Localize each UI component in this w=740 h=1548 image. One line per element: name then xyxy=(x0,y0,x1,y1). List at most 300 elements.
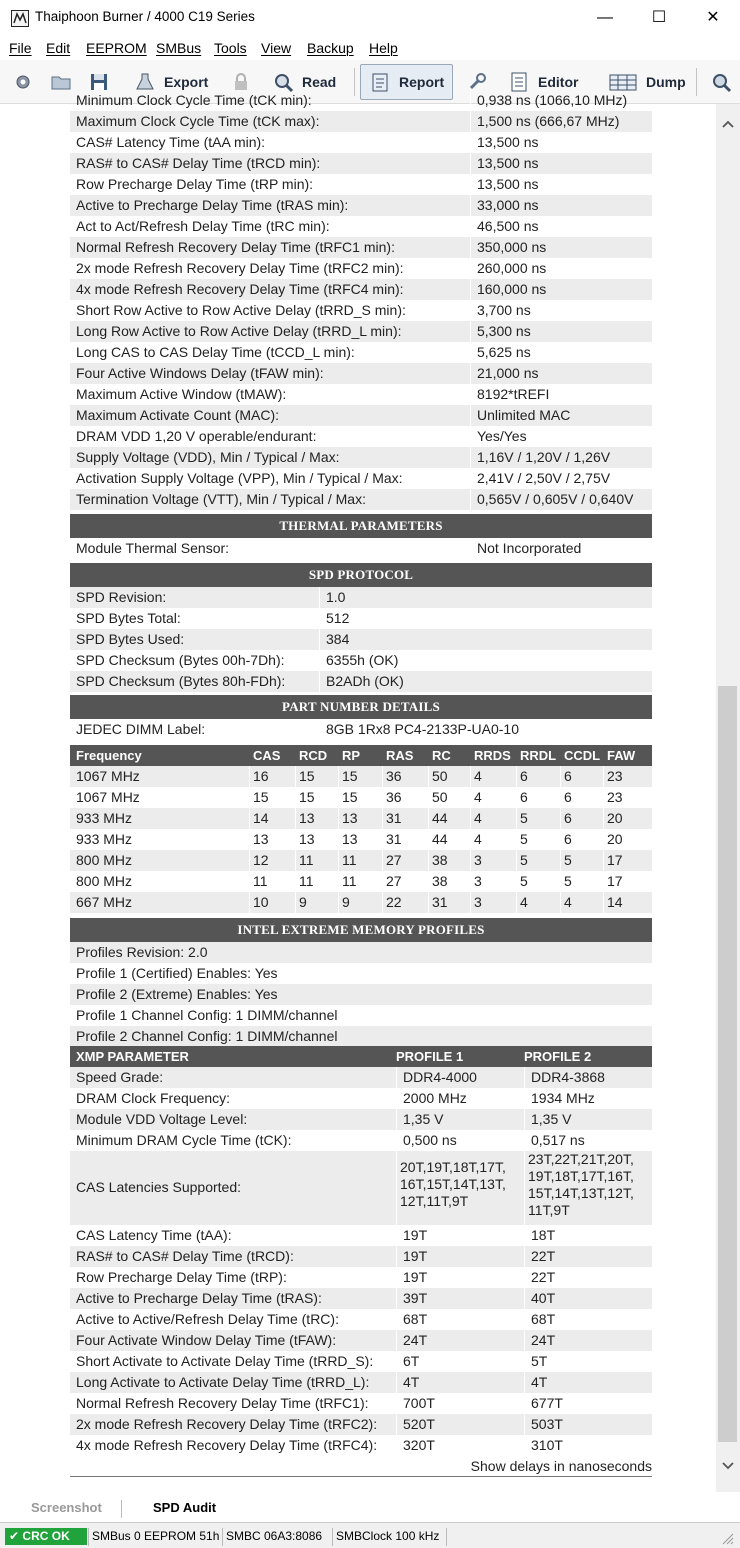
cell-divider xyxy=(560,808,561,829)
parameter-label: Speed Grade: xyxy=(76,1069,164,1085)
column-header: XMP PARAMETER xyxy=(76,1049,189,1064)
parameter-label: CAS# Latency Time (tAA min): xyxy=(76,134,266,150)
parameter-label: Long CAS to CAS Delay Time (tCCD_L min): xyxy=(76,344,355,360)
xmp-info-text: Profile 1 Channel Config: 1 DIMM/channel xyxy=(76,1007,338,1023)
parameter-value: 46,500 ns xyxy=(477,218,539,234)
status-bar xyxy=(0,1522,740,1548)
parameter-label: Maximum Active Window (tMAW): xyxy=(76,386,287,402)
frequency-row xyxy=(70,766,652,787)
timing-value: 6 xyxy=(520,789,528,805)
cell-divider xyxy=(338,808,339,829)
parameter-label: SPD Checksum (Bytes 80h-FDh): xyxy=(76,673,286,689)
table-row xyxy=(70,587,652,608)
section-header: INTEL EXTREME MEMORY PROFILES xyxy=(70,918,652,942)
timing-row xyxy=(70,174,652,195)
report-view xyxy=(0,92,716,1492)
timing-value: 11 xyxy=(299,873,314,889)
profile2-cas-line: 15T,14T,13T,12T, xyxy=(528,1185,634,1201)
cell-divider xyxy=(524,1288,525,1309)
xmp-row xyxy=(70,1288,652,1309)
bottom-tab-bar xyxy=(0,1497,740,1522)
profile2-value: 22T xyxy=(531,1269,556,1285)
timing-row xyxy=(70,195,652,216)
cell-divider xyxy=(470,871,471,892)
parameter-value: 5,625 ns xyxy=(477,344,531,360)
column-header: RP xyxy=(342,748,361,763)
cell-divider xyxy=(295,787,296,808)
timings-table xyxy=(70,90,652,510)
cell-divider xyxy=(382,829,383,850)
parameter-label: RAS# to CAS# Delay Time (tRCD min): xyxy=(76,155,321,171)
search-button[interactable] xyxy=(702,64,740,100)
timing-row xyxy=(70,321,652,342)
timing-value: 20 xyxy=(607,831,623,847)
profile2-value: 0,517 ns xyxy=(531,1132,585,1148)
timing-row xyxy=(70,363,652,384)
timing-row xyxy=(70,279,652,300)
timing-row xyxy=(70,342,652,363)
parameter-value: 512 xyxy=(326,610,350,626)
cell-divider xyxy=(470,153,471,174)
timing-value: 22 xyxy=(386,894,402,910)
tab-screenshot[interactable]: Screenshot xyxy=(31,1500,102,1515)
cell-divider xyxy=(470,426,471,447)
cell-divider xyxy=(470,787,471,808)
xmp-footer xyxy=(70,1456,652,1477)
profile1-value: 2000 MHz xyxy=(403,1090,467,1106)
profile1-value: 19T xyxy=(403,1248,428,1264)
menu-eeprom[interactable]: EEPROM xyxy=(86,40,147,56)
cell-divider xyxy=(470,405,471,426)
cell-divider xyxy=(470,766,471,787)
timing-value: 4 xyxy=(474,789,482,805)
editor-label: Editor xyxy=(538,74,579,90)
parameter-label: RAS# to CAS# Delay Time (tRCD): xyxy=(76,1248,294,1264)
menu-help[interactable]: Help xyxy=(369,40,398,56)
frequency-row xyxy=(70,850,652,871)
column-header: FAW xyxy=(607,748,636,763)
profile1-value: 520T xyxy=(403,1416,435,1432)
cell-divider xyxy=(396,1067,397,1088)
parameter-value: 2,41V / 2,50V / 2,75V xyxy=(477,470,611,486)
frequency-value: 800 MHz xyxy=(76,852,133,868)
xmp-row xyxy=(70,1067,652,1088)
cell-divider xyxy=(560,787,561,808)
xmp-info-text: Profiles Revision: 2.0 xyxy=(76,944,208,960)
parameter-value: 160,000 ns xyxy=(477,281,547,297)
cell-divider xyxy=(560,850,561,871)
parameter-value: 6355h (OK) xyxy=(326,652,399,668)
cell-divider xyxy=(470,237,471,258)
cell-divider xyxy=(524,1067,525,1088)
parameter-value: 350,000 ns xyxy=(477,239,547,255)
parameter-label: SPD Bytes Total: xyxy=(76,610,181,626)
xmp-row xyxy=(70,1088,652,1109)
cell-divider xyxy=(428,766,429,787)
timing-value: 44 xyxy=(432,810,448,826)
parameter-label: Long Activate to Activate Delay Time (tRRD_L): xyxy=(76,1374,370,1390)
frequency-row xyxy=(70,787,652,808)
timing-value: 12 xyxy=(253,852,269,868)
close-button[interactable]: ✕ xyxy=(706,9,720,26)
xmp-info-row xyxy=(70,1005,652,1026)
frequency-row xyxy=(70,871,652,892)
parameter-label: Minimum Clock Cycle Time (tCK min): xyxy=(76,92,312,108)
cell-divider xyxy=(396,1435,397,1456)
tab-spd-audit[interactable]: SPD Audit xyxy=(153,1500,217,1515)
parameter-label: 2x mode Refresh Recovery Delay Time (tRFC2 min): xyxy=(76,260,404,276)
profile1-value: 19T xyxy=(403,1227,428,1243)
cell-divider xyxy=(470,468,471,489)
timing-value: 16 xyxy=(253,768,269,784)
timing-value: 5 xyxy=(520,873,528,889)
cell-divider xyxy=(396,1246,397,1267)
parameter-label: Normal Refresh Recovery Delay Time (tRFC1): xyxy=(76,1395,369,1411)
parameter-label: Four Active Windows Delay (tFAW min): xyxy=(76,365,324,381)
xmp-info-row xyxy=(70,963,652,984)
timing-value: 4 xyxy=(474,810,482,826)
cell-divider xyxy=(396,1225,397,1246)
timing-value: 3 xyxy=(474,894,482,910)
parameter-label: Maximum Activate Count (MAC): xyxy=(76,407,280,423)
parameter-label: CAS Latencies Supported: xyxy=(76,1179,241,1195)
cell-divider xyxy=(470,489,471,510)
cell-divider xyxy=(603,892,604,913)
cell-divider xyxy=(470,174,471,195)
cell-divider xyxy=(382,787,383,808)
frequency-table-header xyxy=(70,745,652,766)
timing-value: 38 xyxy=(432,873,448,889)
cell-divider xyxy=(382,808,383,829)
table-row xyxy=(70,538,652,559)
timing-value: 27 xyxy=(386,873,402,889)
cell-divider xyxy=(319,719,320,740)
parameter-value: 0,938 ns (1066,10 MHz) xyxy=(477,92,628,108)
parameter-label: SPD Bytes Used: xyxy=(76,631,185,647)
timing-value: 14 xyxy=(607,894,623,910)
timing-row xyxy=(70,258,652,279)
smbc-status: SMBC 06A3:8086 xyxy=(222,1528,325,1546)
search-icon xyxy=(710,71,732,93)
cell-divider xyxy=(249,808,250,829)
timing-value: 13 xyxy=(253,831,269,847)
profile2-value: 503T xyxy=(531,1416,563,1432)
parameter-label: Minimum DRAM Cycle Time (tCK): xyxy=(76,1132,292,1148)
timing-value: 20 xyxy=(607,810,623,826)
profile1-value: DDR4-4000 xyxy=(403,1069,477,1085)
timing-value: 9 xyxy=(299,894,307,910)
cell-divider xyxy=(338,829,339,850)
parameter-label: Long Row Active to Row Active Delay (tRRD_L min): xyxy=(76,323,402,339)
profile1-value: 19T xyxy=(403,1269,428,1285)
profile2-cas-line: 11T,9T xyxy=(528,1202,570,1218)
parameter-label: Short Row Active to Row Active Delay (tRRD_S min): xyxy=(76,302,406,318)
timing-value: 6 xyxy=(564,831,572,847)
parameter-value: 1,500 ns (666,67 MHz) xyxy=(477,113,620,129)
cell-divider xyxy=(295,850,296,871)
parameter-value: 0,565V / 0,605V / 0,640V xyxy=(477,491,634,507)
title-bar xyxy=(0,0,740,36)
frequency-value: 800 MHz xyxy=(76,873,133,889)
crc-status-label: CRC OK xyxy=(22,1529,70,1543)
cell-divider xyxy=(396,1151,397,1225)
column-header: PROFILE 1 xyxy=(396,1049,464,1064)
cell-divider xyxy=(560,871,561,892)
profile1-value: 320T xyxy=(403,1437,435,1453)
cell-divider xyxy=(470,808,471,829)
cell-divider xyxy=(396,1330,397,1351)
cell-divider xyxy=(338,850,339,871)
parameter-label: Short Activate to Activate Delay Time (tRRD_S): xyxy=(76,1353,374,1369)
timing-row xyxy=(70,405,652,426)
parameter-value: 13,500 ns xyxy=(477,155,539,171)
cell-divider xyxy=(428,871,429,892)
timing-value: 5 xyxy=(564,852,572,868)
column-header: PROFILE 2 xyxy=(524,1049,592,1064)
timing-value: 4 xyxy=(564,894,572,910)
cell-divider xyxy=(516,871,517,892)
timing-value: 15 xyxy=(253,789,269,805)
cell-divider xyxy=(382,892,383,913)
resize-grip-icon[interactable] xyxy=(720,1531,734,1548)
cell-divider xyxy=(396,1288,397,1309)
cell-divider xyxy=(396,1372,397,1393)
column-header: CAS xyxy=(253,748,281,763)
settings-button[interactable] xyxy=(4,64,42,100)
xmp-info-text: Profile 2 (Extreme) Enables: Yes xyxy=(76,986,278,1002)
cell-divider xyxy=(516,787,517,808)
timing-value: 11 xyxy=(342,873,357,889)
timing-row xyxy=(70,489,652,510)
timing-value: 17 xyxy=(607,873,623,889)
window-title: Thaiphoon Burner / 4000 C19 Series xyxy=(35,9,255,24)
minimize-button[interactable]: — xyxy=(597,9,613,26)
cell-divider xyxy=(249,850,250,871)
menu-backup[interactable]: Backup xyxy=(307,40,354,56)
parameter-value: 8GB 1Rx8 PC4-2133P-UA0-10 xyxy=(326,721,519,737)
app-logo-icon xyxy=(11,10,29,27)
timing-value: 3 xyxy=(474,852,482,868)
cell-divider xyxy=(524,1393,525,1414)
frequency-row xyxy=(70,808,652,829)
cell-divider xyxy=(249,892,250,913)
maximize-button[interactable]: ☐ xyxy=(651,9,667,26)
column-header: RC xyxy=(432,748,451,763)
cell-divider xyxy=(249,787,250,808)
profile2-value: 1934 MHz xyxy=(531,1090,595,1106)
xmp-info-text: Profile 1 (Certified) Enables: Yes xyxy=(76,965,278,981)
xmp-row xyxy=(70,1130,652,1151)
parameter-label: 2x mode Refresh Recovery Delay Time (tRFC2): xyxy=(76,1416,378,1432)
cell-divider xyxy=(603,787,604,808)
timing-row xyxy=(70,216,652,237)
timing-value: 36 xyxy=(386,768,402,784)
cell-divider xyxy=(470,258,471,279)
timing-value: 31 xyxy=(386,831,402,847)
timing-value: 15 xyxy=(342,768,358,784)
parameter-value: Not Incorporated xyxy=(477,540,582,556)
profile1-cas-line: 12T,11T,9T xyxy=(400,1193,469,1209)
section-header: THERMAL PARAMETERS xyxy=(70,514,652,538)
timing-value: 3 xyxy=(474,873,482,889)
cell-divider xyxy=(428,829,429,850)
cell-divider xyxy=(249,829,250,850)
timing-value: 38 xyxy=(432,852,448,868)
parameter-label: Act to Act/Refresh Delay Time (tRC min): xyxy=(76,218,330,234)
timing-value: 50 xyxy=(432,789,448,805)
parameter-label: CAS Latency Time (tAA): xyxy=(76,1227,232,1243)
cell-divider xyxy=(560,829,561,850)
table-row xyxy=(70,671,652,692)
parameter-label: 4x mode Refresh Recovery Delay Time (tRFC4): xyxy=(76,1437,378,1453)
cell-divider xyxy=(524,1330,525,1351)
folder-icon xyxy=(50,71,72,93)
frequency-row xyxy=(70,892,652,913)
profile2-value: 5T xyxy=(531,1353,548,1369)
timing-row xyxy=(70,90,652,111)
cell-divider xyxy=(382,871,383,892)
cell-divider xyxy=(319,650,320,671)
parameter-value: 384 xyxy=(326,631,350,647)
menu-file[interactable]: File xyxy=(9,40,32,56)
menu-bar xyxy=(0,36,740,60)
menu-smbus[interactable]: SMBus xyxy=(156,40,202,56)
cell-divider xyxy=(470,300,471,321)
cell-divider xyxy=(338,871,339,892)
parameter-label: DRAM Clock Frequency: xyxy=(76,1090,231,1106)
timing-value: 6 xyxy=(564,810,572,826)
menu-view[interactable]: View xyxy=(261,40,292,56)
timing-value: 10 xyxy=(253,894,269,910)
table-row xyxy=(70,629,652,650)
timing-row xyxy=(70,111,652,132)
parameter-label: Normal Refresh Recovery Delay Time (tRFC1 min): xyxy=(76,239,395,255)
timing-row xyxy=(70,426,652,447)
frequency-row xyxy=(70,829,652,850)
parameter-label: Active to Precharge Delay Time (tRAS): xyxy=(76,1290,322,1306)
timing-value: 13 xyxy=(299,810,315,826)
parameter-label: Supply Voltage (VDD), Min / Typical / Max: xyxy=(76,449,340,465)
timing-row xyxy=(70,447,652,468)
parameter-label: Module Thermal Sensor: xyxy=(76,540,230,556)
timing-row xyxy=(70,300,652,321)
profile2-value: 310T xyxy=(531,1437,563,1453)
parameter-label: Active to Active/Refresh Delay Time (tRC): xyxy=(76,1311,339,1327)
parameter-value: 1,16V / 1,20V / 1,26V xyxy=(477,449,611,465)
menu-tools[interactable]: Tools xyxy=(214,40,247,56)
cell-divider xyxy=(319,671,320,692)
cell-divider xyxy=(319,608,320,629)
timing-value: 5 xyxy=(520,852,528,868)
xmp-row xyxy=(70,1351,652,1372)
cell-divider xyxy=(470,90,471,111)
parameter-label: DRAM VDD 1,20 V operable/endurant: xyxy=(76,428,317,444)
profile2-value: DDR4-3868 xyxy=(531,1069,605,1085)
cell-divider xyxy=(428,808,429,829)
timing-value: 36 xyxy=(386,789,402,805)
timing-value: 13 xyxy=(299,831,315,847)
xmp-info-row xyxy=(70,984,652,1005)
xmp-table-header xyxy=(70,1046,652,1067)
profile1-cas-line: 20T,19T,18T,17T, xyxy=(400,1159,506,1175)
column-header: CCDL xyxy=(564,748,601,763)
menu-edit[interactable]: Edit xyxy=(46,40,71,56)
xmp-row xyxy=(70,1225,652,1246)
profile2-value: 40T xyxy=(531,1290,556,1306)
cell-divider xyxy=(470,342,471,363)
cell-divider xyxy=(524,1309,525,1330)
read-label: Read xyxy=(302,74,337,90)
parameter-value: 1.0 xyxy=(326,589,346,605)
profile1-value: 1,35 V xyxy=(403,1111,444,1127)
cell-divider xyxy=(524,1372,525,1393)
parameter-label: Activation Supply Voltage (VPP), Min / Typical / Max: xyxy=(76,470,403,486)
timing-value: 4 xyxy=(474,831,482,847)
timing-value: 14 xyxy=(253,810,269,826)
cell-divider xyxy=(396,1088,397,1109)
cell-divider xyxy=(603,808,604,829)
frequency-value: 933 MHz xyxy=(76,810,133,826)
cell-divider xyxy=(603,871,604,892)
crc-status-badge xyxy=(5,1528,87,1545)
table-row xyxy=(70,719,652,740)
xmp-cas-row xyxy=(70,1151,652,1225)
cell-divider xyxy=(338,766,339,787)
vertical-scrollbar[interactable] xyxy=(716,104,740,1492)
cell-divider xyxy=(470,538,471,559)
timing-value: 4 xyxy=(474,768,482,784)
parameter-label: Active to Precharge Delay Time (tRAS min): xyxy=(76,197,349,213)
xmp-row xyxy=(70,1109,652,1130)
cell-divider xyxy=(396,1130,397,1151)
cell-divider xyxy=(249,766,250,787)
scroll-down-icon[interactable] xyxy=(716,1458,740,1482)
scrollbar-thumb[interactable] xyxy=(718,686,737,1442)
gear-icon xyxy=(12,71,34,93)
cell-divider xyxy=(382,850,383,871)
parameter-value: 8192*tREFI xyxy=(477,386,550,402)
timing-value: 23 xyxy=(607,768,623,784)
xmp-row xyxy=(70,1435,652,1456)
frequency-table xyxy=(70,745,652,913)
timing-value: 17 xyxy=(607,852,623,868)
show-ns-link[interactable]: Show delays in nanoseconds xyxy=(470,1458,652,1474)
cell-divider xyxy=(470,447,471,468)
export-label: Export xyxy=(164,74,209,90)
timing-value: 13 xyxy=(342,810,358,826)
xmp-row xyxy=(70,1330,652,1351)
xmp-row xyxy=(70,1246,652,1267)
cell-divider xyxy=(470,195,471,216)
cell-divider xyxy=(428,787,429,808)
profile2-value: 22T xyxy=(531,1248,556,1264)
timing-value: 11 xyxy=(299,852,314,868)
cell-divider xyxy=(396,1393,397,1414)
frequency-value: 933 MHz xyxy=(76,831,133,847)
cell-divider xyxy=(560,892,561,913)
cell-divider xyxy=(319,629,320,650)
parameter-value: 13,500 ns xyxy=(477,134,539,150)
smbclock-status: SMBClock 100 kHz xyxy=(332,1528,442,1546)
cell-divider xyxy=(249,871,250,892)
cell-divider xyxy=(470,384,471,405)
cell-divider xyxy=(396,1414,397,1435)
cell-divider xyxy=(524,1151,525,1225)
parameter-value: B2ADh (OK) xyxy=(326,673,404,689)
scroll-up-icon[interactable] xyxy=(716,116,740,140)
cell-divider xyxy=(524,1225,525,1246)
cell-divider xyxy=(524,1267,525,1288)
